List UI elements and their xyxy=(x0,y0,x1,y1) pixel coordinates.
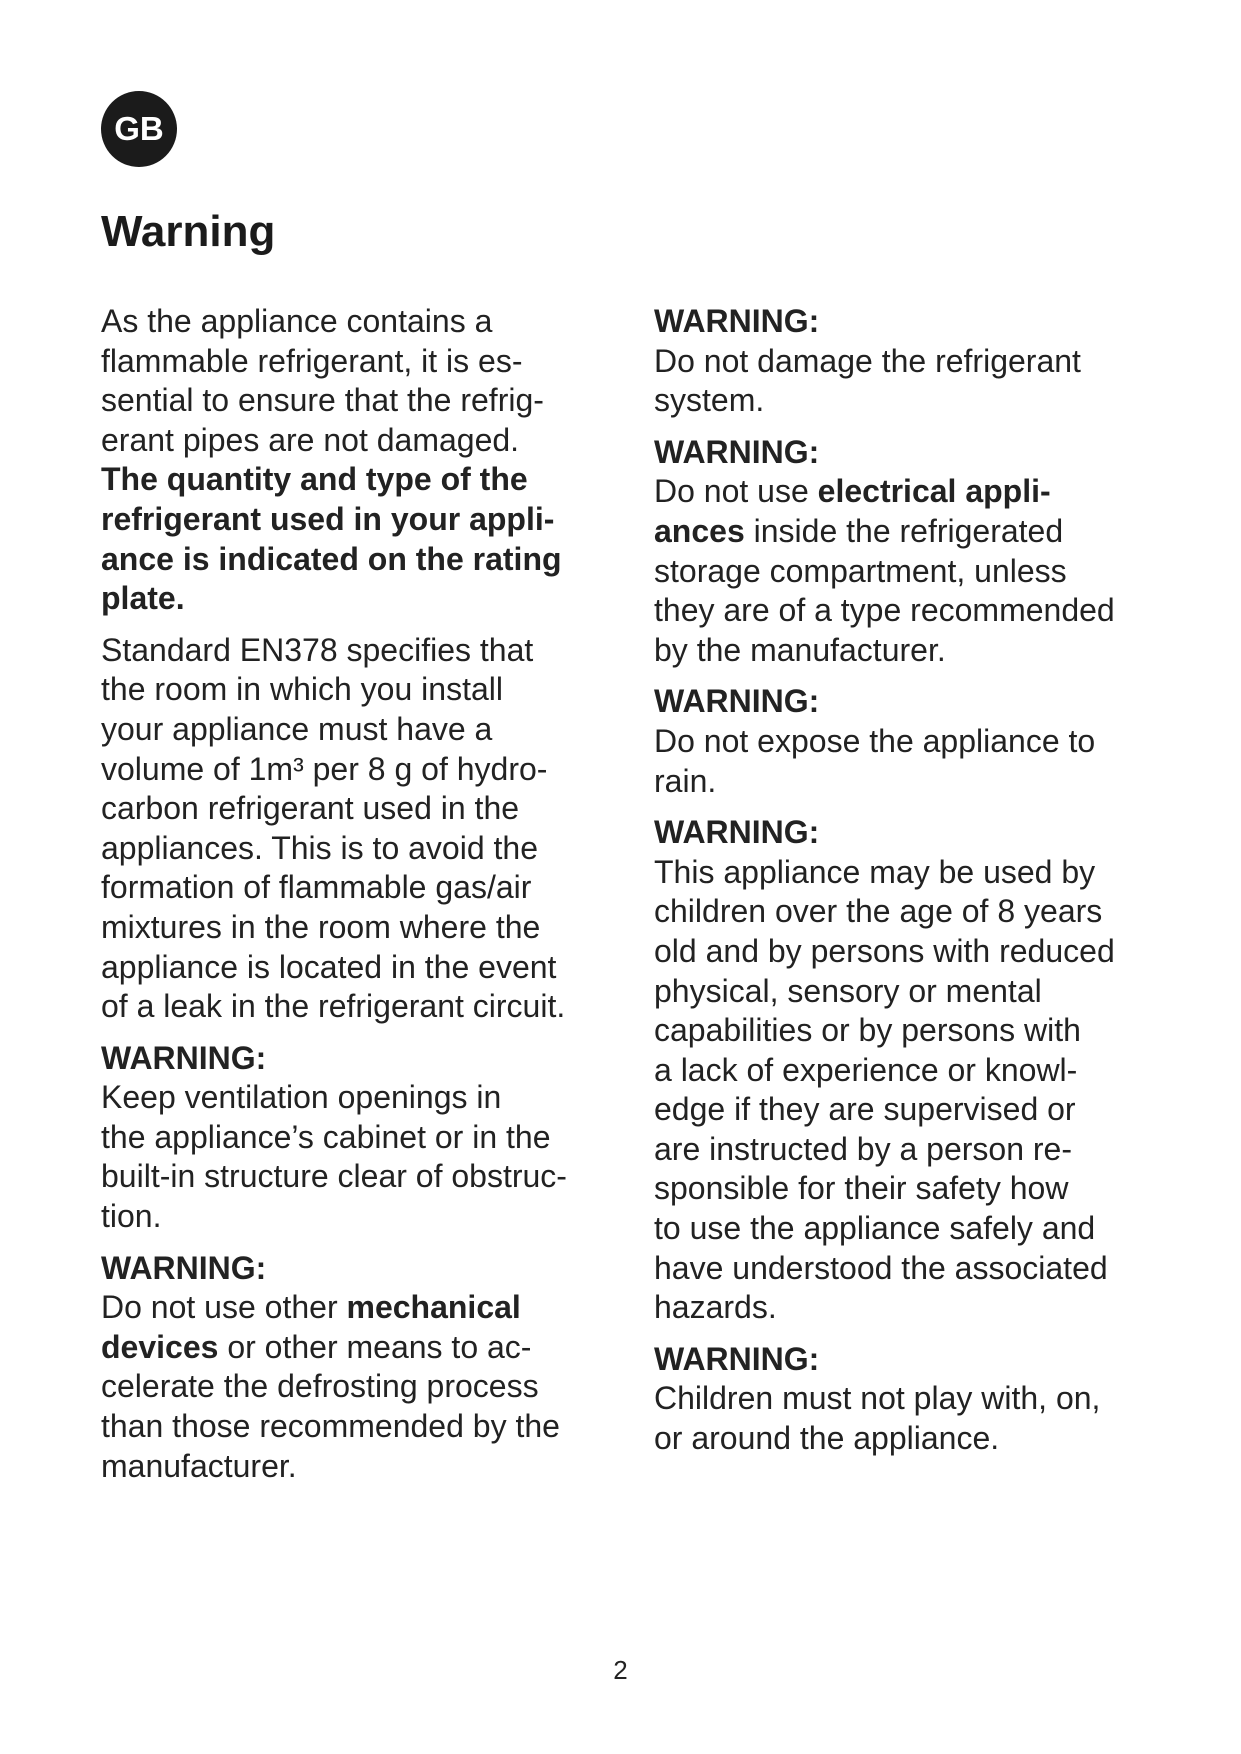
text-line: or around the appliance. xyxy=(654,1420,1000,1457)
text-line: a lack of experience or knowl- xyxy=(654,1051,1078,1088)
warning-mechanical-devices xyxy=(101,1249,611,1487)
left-column xyxy=(101,302,611,1498)
text-run-bold: devices xyxy=(101,1328,219,1365)
text-run-bold: ances xyxy=(654,512,745,549)
text-run-bold: electrical appli- xyxy=(817,473,1051,510)
region-badge: GB xyxy=(101,91,177,167)
text-line: manufacturer. xyxy=(101,1447,297,1484)
text-line: edge if they are supervised or xyxy=(654,1091,1076,1128)
text-line-bold: The quantity and type of the xyxy=(101,461,528,498)
text-line: appliance is located in the event xyxy=(101,948,557,985)
text-line xyxy=(101,1288,611,1328)
text-line: hazards. xyxy=(654,1289,777,1326)
warning-children-use xyxy=(654,813,1164,1328)
text-line: your appliance must have a xyxy=(101,710,493,747)
warning-refrigerant-system xyxy=(654,302,1164,421)
text-line: appliances. This is to avoid the xyxy=(101,829,538,866)
text-line: they are of a type recommended xyxy=(654,592,1115,629)
text-line: sponsible for their safety how xyxy=(654,1170,1069,1207)
text-line-bold: plate. xyxy=(101,580,185,617)
text-line: of a leak in the refrigerant circuit. xyxy=(101,988,566,1025)
warning-heading: WARNING: xyxy=(654,814,820,851)
text-line: the appliance’s cabinet or in the xyxy=(101,1118,551,1155)
page-title: Warning xyxy=(101,207,276,256)
text-line: celerate the defrosting process xyxy=(101,1368,539,1405)
warning-rain xyxy=(654,682,1164,801)
warning-heading: WARNING: xyxy=(654,433,820,470)
text-line: Keep ventilation openings in xyxy=(101,1079,502,1116)
warning-heading: WARNING: xyxy=(101,1249,267,1286)
text-line: system. xyxy=(654,382,765,419)
text-line xyxy=(654,512,1164,552)
text-line: children over the age of 8 years xyxy=(654,893,1103,930)
page-number: 2 xyxy=(613,1655,628,1685)
text-line: than those recommended by the xyxy=(101,1408,560,1445)
text-line-bold: ance is indicated on the rating xyxy=(101,540,562,577)
text-line: flammable refrigerant, it is es- xyxy=(101,342,523,379)
text-line: This appliance may be used by xyxy=(654,853,1096,890)
text-line: sential to ensure that the refrig- xyxy=(101,382,544,419)
text-line: erant pipes are not damaged. xyxy=(101,421,520,458)
warning-heading: WARNING: xyxy=(654,683,820,720)
text-line: the room in which you install xyxy=(101,671,503,708)
text-run-bold: mechanical xyxy=(346,1289,521,1326)
text-run: or other means to ac- xyxy=(218,1328,532,1365)
warning-heading: WARNING: xyxy=(654,303,820,339)
text-line: Do not damage the refrigerant xyxy=(654,342,1081,379)
warning-electrical-appliances xyxy=(654,433,1164,671)
text-run: inside the refrigerated xyxy=(744,512,1064,549)
text-line: Children must not play with, on, xyxy=(654,1380,1101,1417)
text-line: mixtures in the room where the xyxy=(101,908,541,945)
text-line: storage compartment, unless xyxy=(654,552,1067,589)
warning-children-play xyxy=(654,1340,1164,1459)
intro-paragraph xyxy=(101,302,611,619)
warning-ventilation xyxy=(101,1039,611,1237)
text-line: formation of flammable gas/air xyxy=(101,869,532,906)
text-line: built-in structure clear of obstruc- xyxy=(101,1158,567,1195)
text-line: have understood the associated xyxy=(654,1249,1108,1286)
text-run: Do not use xyxy=(654,473,818,510)
text-line: carbon refrigerant used in the xyxy=(101,790,520,827)
text-line: capabilities or by persons with xyxy=(654,1012,1081,1049)
text-line: physical, sensory or mental xyxy=(654,972,1042,1009)
text-line: rain. xyxy=(654,762,717,799)
warning-heading: WARNING: xyxy=(101,1039,267,1076)
standard-paragraph xyxy=(101,631,611,1027)
right-column xyxy=(654,302,1164,1471)
text-line: volume of 1m³ per 8 g of hydro- xyxy=(101,750,548,787)
text-line: to use the appliance safely and xyxy=(654,1210,1096,1247)
text-line: Do not expose the appliance to xyxy=(654,722,1096,759)
warning-heading: WARNING: xyxy=(654,1340,820,1377)
text-line xyxy=(654,472,1164,512)
text-line: are instructed by a person re- xyxy=(654,1130,1072,1167)
text-line: old and by persons with reduced xyxy=(654,932,1115,969)
text-line: As the appliance contains a xyxy=(101,303,493,339)
text-run: Do not use other xyxy=(101,1289,347,1326)
text-line: tion. xyxy=(101,1198,162,1235)
text-line: Standard EN378 specifies that xyxy=(101,631,534,668)
text-line: by the manufacturer. xyxy=(654,631,946,668)
text-line xyxy=(101,1328,611,1368)
text-line-bold: refrigerant used in your appli- xyxy=(101,500,555,537)
